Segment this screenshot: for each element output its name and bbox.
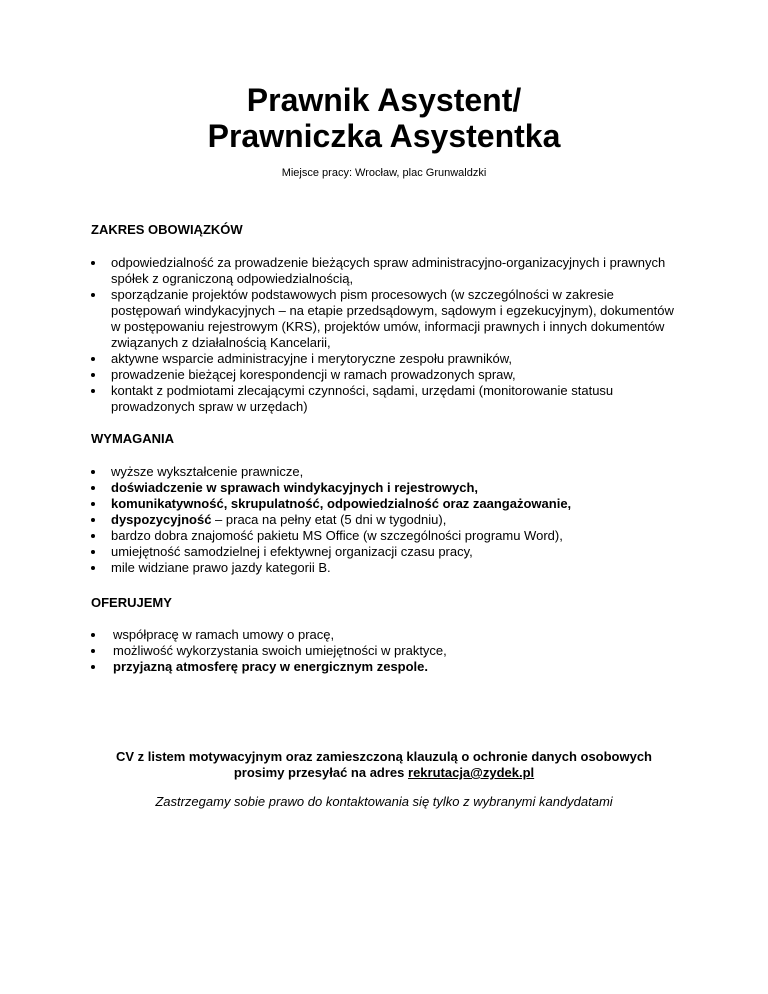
list-item: prowadzenie bieżącej korespondencji w ramach prowadzonych spraw, bbox=[91, 367, 691, 383]
email-link[interactable]: rekrutacja@zydek.pl bbox=[408, 765, 535, 780]
bullet-icon bbox=[91, 486, 95, 490]
bullet-icon bbox=[91, 389, 95, 393]
bullet-icon bbox=[91, 373, 95, 377]
list-item: aktywne wsparcie administracyjne i merytoryczne zespołu prawników, bbox=[91, 351, 691, 367]
list-item: dyspozycyjność – praca na pełny etat (5 dni w tygodniu), bbox=[91, 512, 691, 528]
title-line-2: Prawniczka Asystentka bbox=[207, 118, 561, 154]
bullet-icon bbox=[91, 293, 95, 297]
bullet-icon bbox=[91, 550, 95, 554]
bullet-icon bbox=[91, 534, 95, 538]
requirements-list bbox=[91, 464, 691, 576]
bullet-icon bbox=[91, 502, 95, 506]
offer-heading: OFERUJEMY bbox=[91, 595, 172, 610]
title-line-1: Prawnik Asystent/ bbox=[246, 82, 522, 118]
bullet-icon bbox=[91, 470, 95, 474]
list-item: kontakt z podmiotami zlecającymi czynności, sądami, urzędami (monitorowanie statusu prowadzonych spraw w urzędach) bbox=[91, 383, 691, 415]
bullet-icon bbox=[91, 633, 95, 637]
duties-list bbox=[91, 255, 691, 415]
list-item: mile widziane prawo jazdy kategorii B. bbox=[91, 560, 691, 576]
requirements-heading: WYMAGANIA bbox=[91, 431, 175, 446]
list-item: odpowiedzialność za prowadzenie bieżących spraw administracyjno-organizacyjnych i prawnych spółek z ograniczoną odpowiedzialnością, bbox=[91, 255, 691, 287]
list-item: bardzo dobra znajomość pakietu MS Office (w szczególności programu Word), bbox=[91, 528, 691, 544]
page-title bbox=[0, 82, 768, 154]
bullet-icon bbox=[91, 357, 95, 361]
disclaimer-note: Zastrzegamy sobie prawo do kontaktowania się tylko z wybranymi kandydatami bbox=[155, 794, 613, 809]
bullet-icon bbox=[91, 518, 95, 522]
bullet-icon bbox=[91, 566, 95, 570]
offer-list bbox=[91, 627, 691, 675]
list-item: sporządzanie projektów podstawowych pism procesowych (w szczególności w zakresie postępowań windykacyjnych – na etapie przedsądowym, sądowym i egzekucyjnym), dokumentów w postępowaniu rejestrowym (KRS), projektów umów, informacji prawnych i innych dokumentów związanych z działalnością Kancelarii, bbox=[91, 287, 691, 351]
list-item: doświadczenie w sprawach windykacyjnych i rejestrowych, bbox=[91, 480, 691, 496]
list-item: komunikatywność, skrupulatność, odpowiedzialność oraz zaangażowanie, bbox=[91, 496, 691, 512]
list-item: przyjazną atmosferę pracy w energicznym zespole. bbox=[91, 659, 691, 675]
list-item: wyższe wykształcenie prawnicze, bbox=[91, 464, 691, 480]
bullet-icon bbox=[91, 665, 95, 669]
job-location: Miejsce pracy: Wrocław, plac Grunwaldzki bbox=[281, 167, 487, 179]
list-item: umiejętność samodzielnej i efektywnej organizacji czasu pracy, bbox=[91, 544, 691, 560]
list-item: współpracę w ramach umowy o pracę, bbox=[91, 627, 691, 643]
list-item: możliwość wykorzystania swoich umiejętności w praktyce, bbox=[91, 643, 691, 659]
duties-heading: ZAKRES OBOWIĄZKÓW bbox=[91, 222, 243, 237]
cv-instructions: CV z listem motywacyjnym oraz zamieszczoną klauzulą o ochronie danych osobowych prosimy przesyłać na adres rekrutacja@zydek.pl bbox=[115, 749, 653, 780]
bullet-icon bbox=[91, 649, 95, 653]
bullet-icon bbox=[91, 261, 95, 265]
